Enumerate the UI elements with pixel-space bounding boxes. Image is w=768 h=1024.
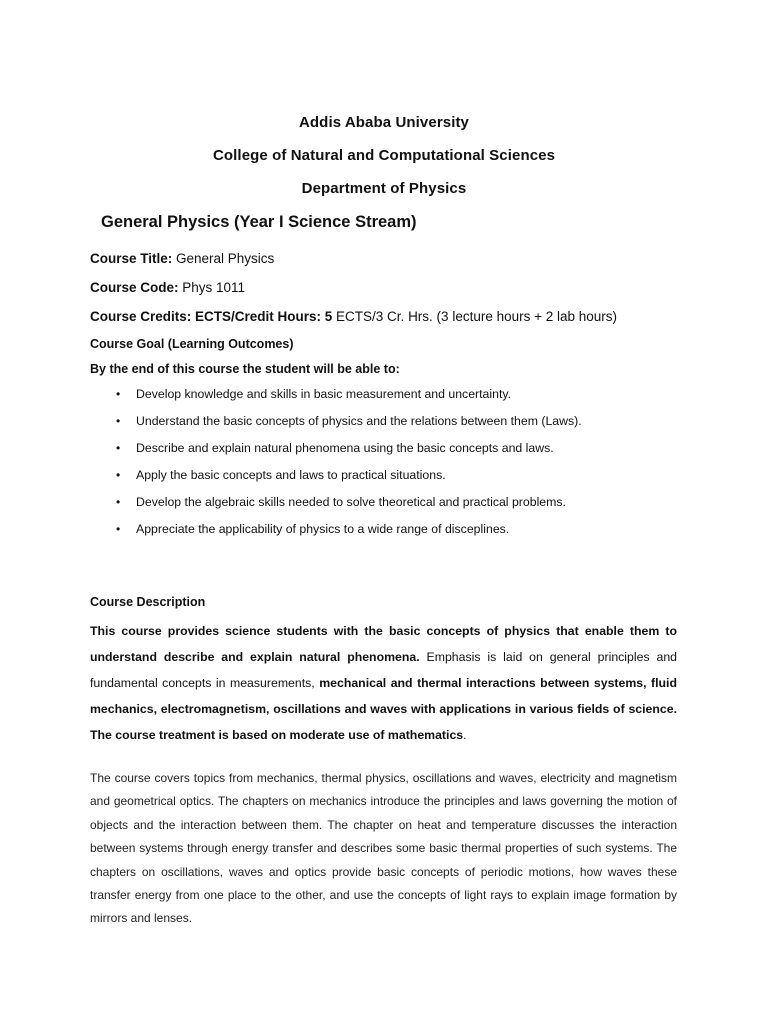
bullet-icon: • xyxy=(116,495,121,509)
description-bold-b: mechanical and thermal interactions between systems, fluid mechanics, electromagnetism, oscillations and waves with applications in various fields of science. The course treatment is based on moderate use of mathematics xyxy=(90,676,677,742)
course-heading: General Physics (Year I Science Stream) xyxy=(101,213,417,231)
course-code-value: Phys 1011 xyxy=(178,280,246,295)
course-code-label: Course Code: xyxy=(90,280,179,295)
bullet-icon: • xyxy=(116,468,121,482)
bullet-icon: • xyxy=(116,387,121,401)
course-description-paragraph xyxy=(90,618,677,748)
course-title-field xyxy=(90,251,274,266)
outcomes-intro: By the end of this course the student will be able to: xyxy=(90,362,400,376)
outcome-text: Understand the basic concepts of physics and the relations between them (Laws). xyxy=(136,414,582,428)
course-goal-heading: Course Goal (Learning Outcomes) xyxy=(90,337,294,351)
description-plain-a: Emphasis is laid on general principles and fundamental concepts in measurements, xyxy=(90,650,677,690)
outcome-text: Apply the basic concepts and laws to practical situations. xyxy=(136,468,446,482)
outcome-text: Describe and explain natural phenomena using the basic concepts and laws. xyxy=(136,441,554,455)
bullet-icon: • xyxy=(116,441,121,455)
course-code-field xyxy=(90,280,245,295)
bullet-icon: • xyxy=(116,522,121,536)
outcome-text: Develop knowledge and skills in basic measurement and uncertainty. xyxy=(136,387,512,401)
university-name: Addis Ababa University xyxy=(298,114,470,131)
description-plain-b: . xyxy=(463,728,467,742)
course-credits-label: Course Credits: ECTS/Credit Hours: 5 xyxy=(90,309,333,324)
course-credits-value: ECTS/3 Cr. Hrs. (3 lecture hours + 2 lab hours) xyxy=(332,309,618,324)
course-credits-field xyxy=(90,309,617,324)
course-description-heading: Course Description xyxy=(90,595,206,609)
college-name: College of Natural and Computational Sciences xyxy=(212,147,556,164)
department-name: Department of Physics xyxy=(301,180,467,197)
course-title-value: General Physics xyxy=(172,251,275,266)
outcome-text: Appreciate the applicability of physics to a wide range of disceplines. xyxy=(136,522,510,536)
outcome-text: Develop the algebraic skills needed to solve theoretical and practical problems. xyxy=(136,495,566,509)
course-topics-paragraph: The course covers topics from mechanics, thermal physics, oscillations and waves, electricity and magnetism and geometrical optics. The chapters on mechanics introduce the principles and laws governing the motion of objects and the interaction between them. The chapter on heat and temperature discusses the interaction between systems through energy transfer and describes some basic thermal properties of such systems. The chapters on oscillations, waves and optics provide basic concepts of periodic motions, how waves these transfer energy from one place to the other, and use the concepts of light rays to explain image formation by mirrors and lenses. xyxy=(90,771,677,926)
course-title-label: Course Title: xyxy=(90,251,173,266)
bullet-icon: • xyxy=(116,414,121,428)
description-bold-a: This course provides science students with the basic concepts of physics that enable them to understand describe and explain natural phenomena. xyxy=(90,624,677,664)
